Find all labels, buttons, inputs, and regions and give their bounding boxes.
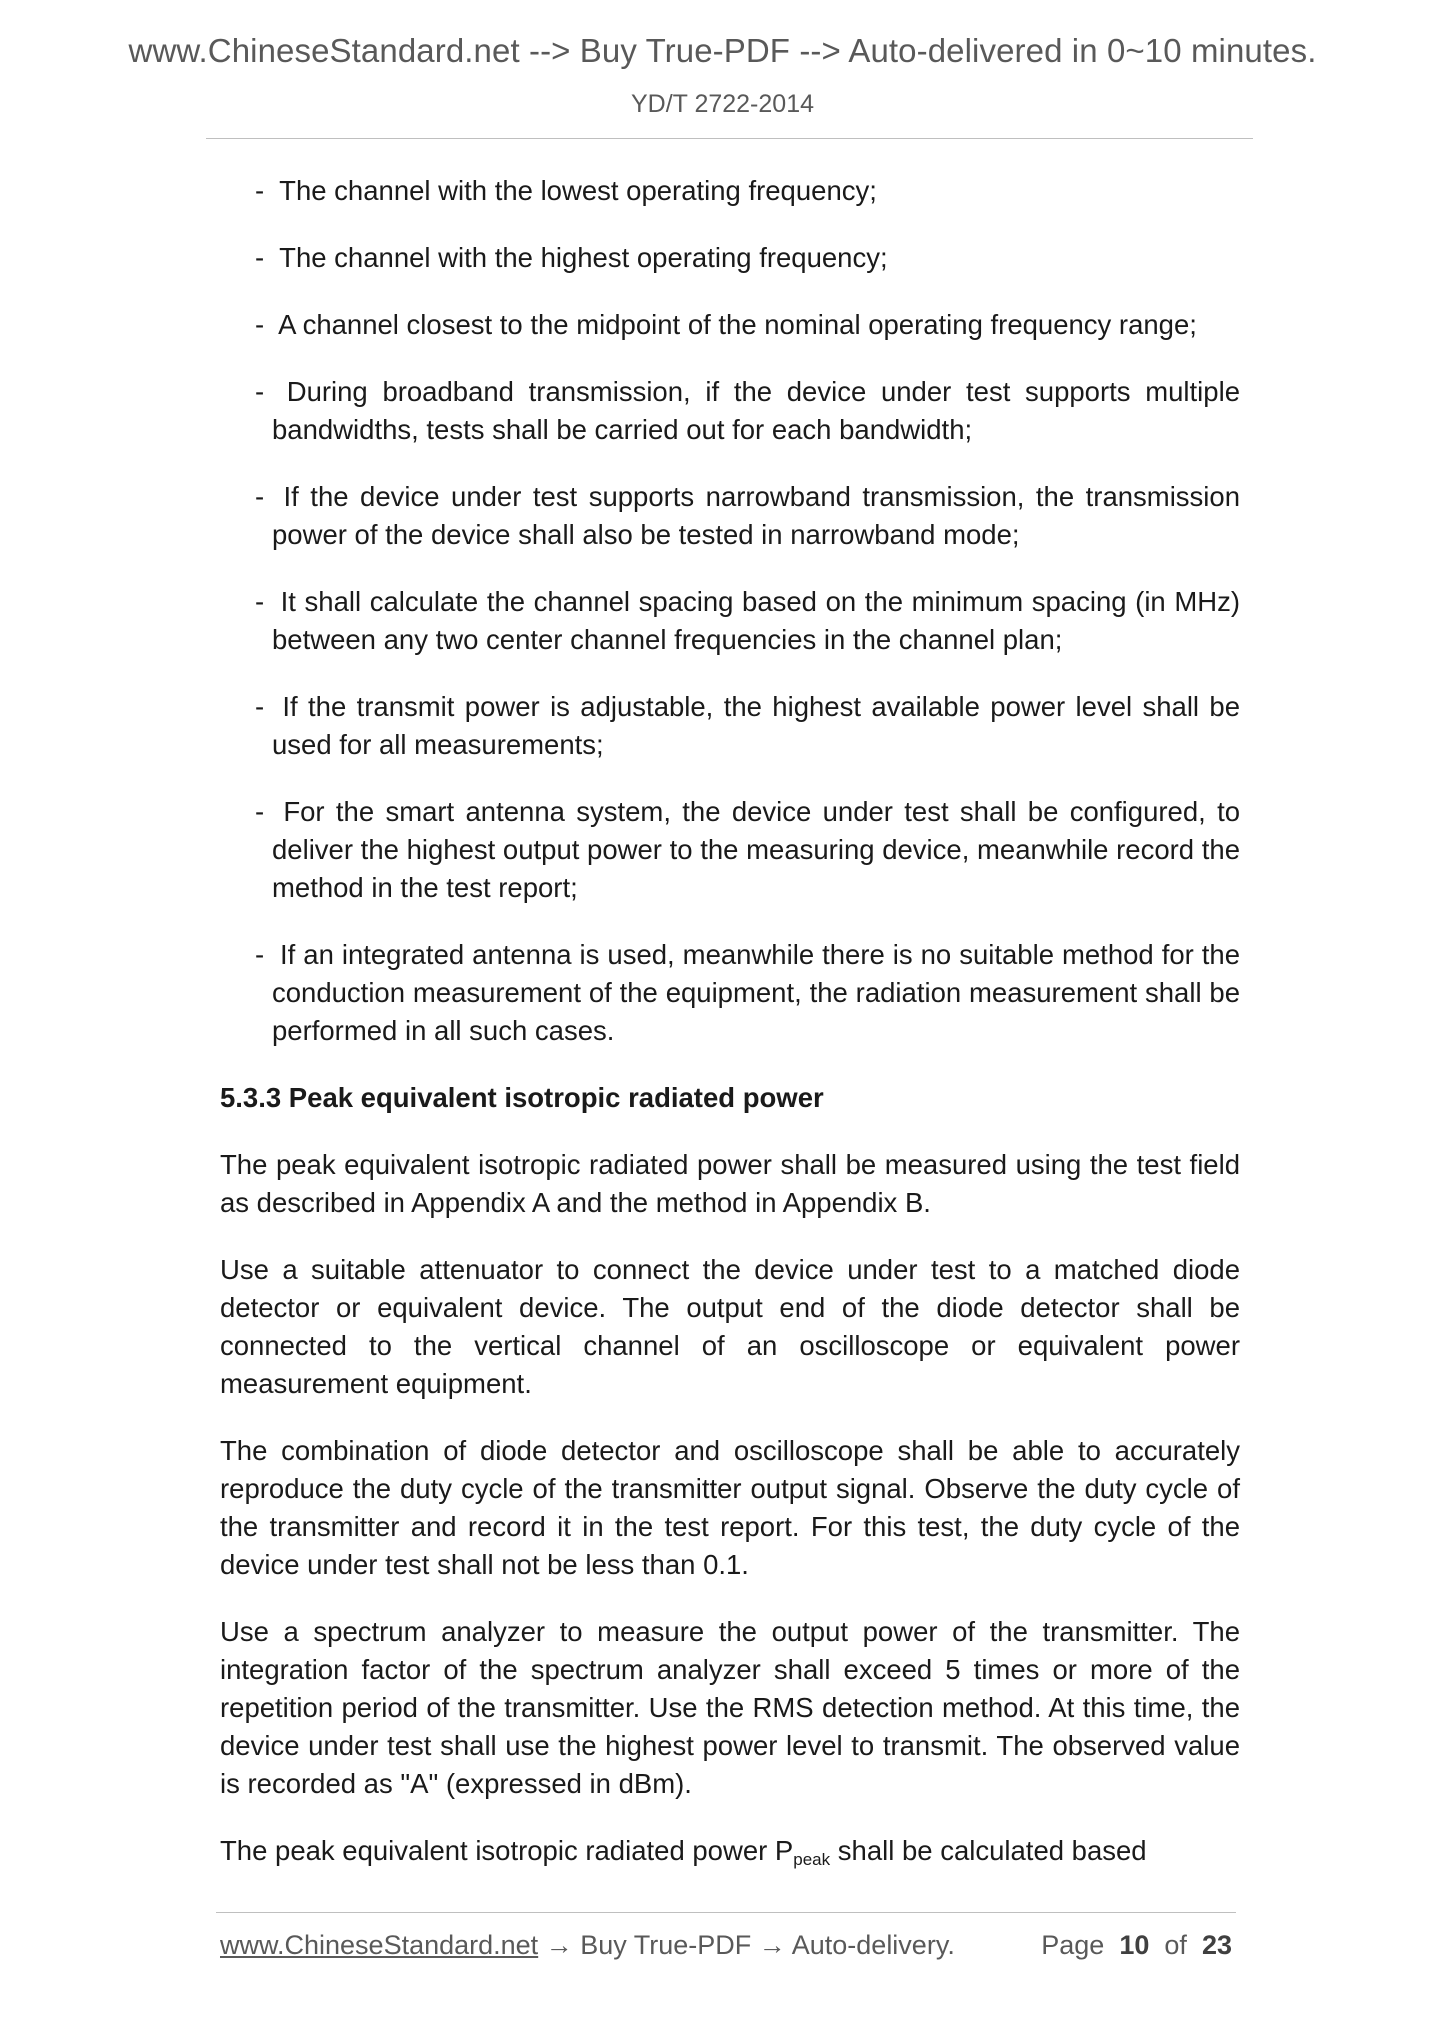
bullet-dash: -: [255, 939, 265, 970]
bullet-dash: -: [255, 175, 265, 206]
paragraph: The peak equivalent isotropic radiated power shall be measured using the test field as described in Appendix A and the method in Appendix B.: [220, 1149, 1240, 1218]
page-number: [1041, 1930, 1232, 1961]
page-current: 10: [1119, 1930, 1150, 1960]
paragraph-text: shall be calculated based: [830, 1835, 1147, 1866]
bullet-text: If the device under test supports narrowband transmission, the transmission power of the device shall also be tested in narrowband mode;: [272, 481, 1240, 550]
bullet-dash: -: [255, 796, 265, 827]
bullet-item: [255, 478, 1240, 554]
bullet-item: [255, 172, 1240, 210]
header-divider: [206, 138, 1253, 139]
subscript-text: peak: [793, 1850, 831, 1869]
bullet-item: [255, 373, 1240, 449]
bullet-dash: -: [255, 481, 265, 512]
bullet-text: The channel with the highest operating frequency;: [279, 242, 888, 273]
bullet-text: A channel closest to the midpoint of the nominal operating frequency range;: [278, 309, 1197, 340]
footer: [220, 1930, 1232, 1961]
paragraph: Use a spectrum analyzer to measure the output power of the transmitter. The integration factor of the spectrum analyzer shall exceed 5 times or more of the repetition period of the transmitter. Use the RMS detection method. At this time, the device under test shall use the highest power level to transmit. The observed value is recorded as "A" (expressed in dBm).: [220, 1616, 1240, 1799]
bullet-dash: -: [255, 376, 265, 407]
bullet-item: [255, 583, 1240, 659]
bullet-item: [255, 793, 1240, 907]
bullet-text: It shall calculate the channel spacing based on the minimum spacing (in MHz) between any two center channel frequencies in the channel plan;: [272, 586, 1241, 655]
page-content: [220, 172, 1240, 1899]
page-label: Page: [1041, 1930, 1105, 1960]
paragraph-last: [220, 1832, 1240, 1870]
page-of: of: [1164, 1930, 1187, 1960]
bullet-dash: -: [255, 691, 265, 722]
document-code: YD/T 2722-2014: [631, 90, 814, 118]
top-banner: www.ChineseStandard.net --> Buy True-PDF --> Auto-delivered in 0~10 minutes.: [128, 32, 1317, 69]
footer-text: → Buy True-PDF → Auto-delivery.: [538, 1930, 955, 1960]
bullet-item: [255, 688, 1240, 764]
bullet-text: If an integrated antenna is used, meanwhile there is no suitable method for the conduction measurement of the equipment, the radiation measurement shall be performed in all such cases.: [272, 939, 1241, 1046]
paragraph-text: The peak equivalent isotropic radiated power P: [220, 1835, 794, 1866]
bullet-item: [255, 306, 1240, 344]
paragraph: Use a suitable attenuator to connect the device under test to a matched diode detector or equivalent device. The output end of the diode detector shall be connected to the vertical channel of an oscilloscope or equivalent power measurement equipment.: [220, 1254, 1240, 1399]
bullet-text: If the transmit power is adjustable, the highest available power level shall be used for all measurements;: [272, 691, 1240, 760]
bullet-text: For the smart antenna system, the device under test shall be configured, to deliver the highest output power to the measuring device, meanwhile record the method in the test report;: [272, 796, 1241, 903]
section-heading: 5.3.3 Peak equivalent isotropic radiated power: [220, 1082, 824, 1113]
bullet-dash: -: [255, 242, 265, 273]
bullet-text: During broadband transmission, if the device under test supports multiple bandwidths, tests shall be carried out for each bandwidth;: [272, 376, 1240, 445]
paragraph: The combination of diode detector and oscilloscope shall be able to accurately reproduce the duty cycle of the transmitter output signal. Observe the duty cycle of the transmitter and record it in the test report. For this test, the duty cycle of the device under test shall not be less than 0.1.: [220, 1435, 1240, 1580]
bullet-item: [255, 936, 1240, 1050]
footer-divider: [216, 1912, 1236, 1913]
bullet-dash: -: [255, 309, 265, 340]
footer-link[interactable]: www.ChineseStandard.net: [220, 1930, 539, 1960]
bullet-item: [255, 239, 1240, 277]
bullet-dash: -: [255, 586, 265, 617]
bullet-text: The channel with the lowest operating frequency;: [279, 175, 877, 206]
page-total: 23: [1201, 1930, 1232, 1960]
